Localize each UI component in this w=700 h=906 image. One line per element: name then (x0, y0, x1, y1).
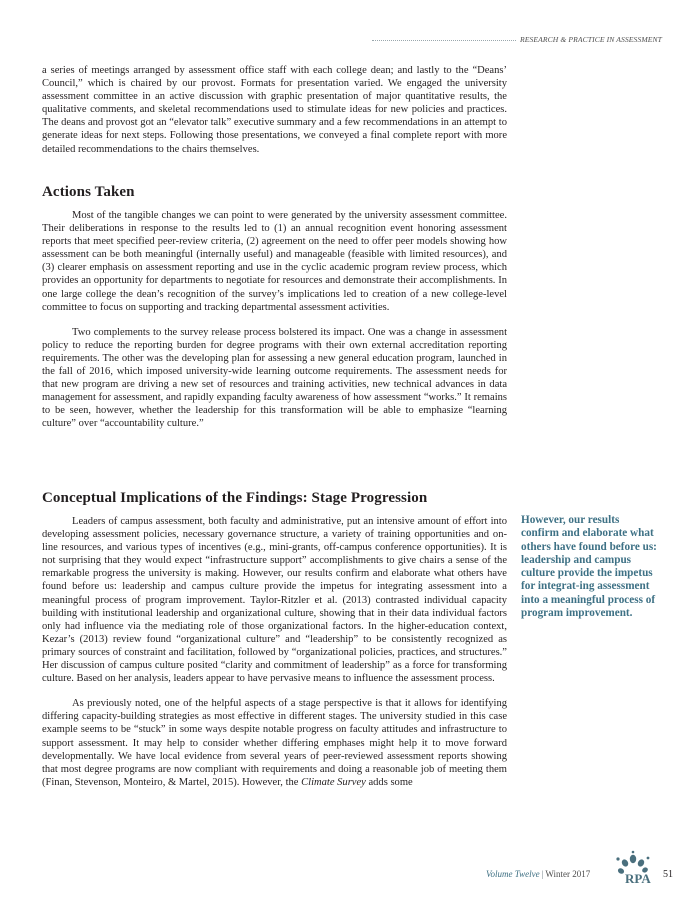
paragraph-4: Leaders of campus assessment, both faculty and administrative, put an intensive amount of effort into developing assessment policies, necessary governance structure, a variety of training opportunities and on-line resources, and various types of incentives (e.g., mini-grants, off-campus conference opportunities). It is not surprising that they would expect “infrastructure support” accomplishments to give chairs a sense of the remarkable progress the university is making. However, our results confirm and elaborate what others have found before us: leadership and campus culture provide the impetus for integrating assessment into a meaningful process of program improvement. Taylor-Ritzler et al. (2013) contrasted individual capacity building with institutional leadership and organizational culture, showing that in their data individual factors only had influence via the mediating role of those organizational factors. In the higher-education context, Kezar’s (2013) review found “organizational culture” and “leadership” to be consistently recognized as primary sources of constraint and facilitation, followed by “organizational policies, practices, and structures.” Her discussion of campus culture posited “clarity and commitment of leadership” as a force for transforming culture. Based on her analysis, leaders appear to have pervasive means to influence the assessment process. (42, 516, 507, 685)
paragraph-5-tail: adds some (365, 776, 413, 788)
heading-conceptual-implications: Conceptual Implications of the Findings: Stage Progression (42, 490, 428, 506)
body-text-top (42, 64, 507, 156)
paragraph-2: Most of the tangible changes we can point to were generated by the university assessment committee. Their deliberations in response to the results led to (1) an annual recognition event honoring assessment reports that meet specified peer-review criteria, (2) agreement on the need to offer peer models showing how assessment can be both meaningful (internally useful) and manageable (feasible with limited resources), and (3) clearer emphasis on assessment reporting and use in the cyclic academic program review process, which provides an opportunity for departments to negotiate for resources and demonstrate their accomplishments. In one large college the dean’s recognition of the survey’s implications led to creation of a new college-level committee to focus on supporting and tracking departmental assessment activities. (42, 210, 507, 313)
rpa-logo-icon (612, 850, 652, 890)
dotted-rule (372, 40, 516, 41)
footer-separator: | (541, 869, 544, 879)
paragraph-3: Two complements to the survey release process bolstered its impact. One was a change in assessment policy to reduce the reporting burden for degree programs with their own external accreditation reporting requirements. The other was the developing plan for assessing a new general education program, launched in the fall of 2016, which imposed university-wide learning outcome requirements. The assessment needs for that new program are driving a new set of resources and training activities, new technical advances in data management for assessment, and rapidly expanding faculty awareness of how assessment “works.” It remains to be seen, however, whether the leadership for this transformation will be able to emphasize “learning culture” over “accountability culture.” (42, 326, 507, 430)
climate-survey-title: Climate Survey (301, 776, 366, 788)
page-number: 51 (663, 869, 673, 880)
actions-section (42, 209, 507, 431)
paragraph-5 (42, 697, 507, 789)
running-head-title: RESEARCH & PRACTICE IN ASSESSMENT (520, 34, 662, 44)
pull-quote: However, our results confirm and elaborate what others have found before us: leadership and campus culture provide the impetus for integrat-ing assessment into a meaningful process of program improvement. (521, 514, 657, 619)
paragraph-1: a series of meetings arranged by assessment office staff with each college dean; and lastly to the “Deans’ Council,” which is chaired by our provost. Formats for presentation varied. We engaged the university assessment committee in an active discussion with graphic presentation of major quantitative results, the qualitative comments, and skeletal recommendations used to stimulate ideas for new policies and practices. The deans and provost got an “elevator talk” executive summary and a few recommendations in an attempt to generate ideas for next steps. Following those presentations, we conveyed a final complete report with more detailed recommendations to the chairs themselves. (42, 65, 507, 155)
logo-text: RPA (625, 871, 651, 886)
footer-volume: Volume Twelve (486, 869, 540, 879)
implications-section (42, 515, 507, 789)
heading-actions-taken: Actions Taken (42, 184, 135, 200)
running-head (372, 33, 662, 45)
footer-season: Winter 2017 (545, 869, 591, 879)
paragraph-5-text: As previously noted, one of the helpful aspects of a stage perspective is that it allows for identifying differing capacity-building strategies as most effective in different stages. The university studied in this case example seems to be “stuck” in some ways despite notable progress on faculty attitudes and infrastructure to support assessment. It may help to consider whether differing emphases might help it to move forward developmentally. We have local evidence from several years of peer-reviewed assessment reports showing that most degree programs are now compliant with requirements and doing a reasonable job of meeting them (Finan, Stevenson, Monteiro, & Martel, 2015). However, the (42, 698, 507, 788)
